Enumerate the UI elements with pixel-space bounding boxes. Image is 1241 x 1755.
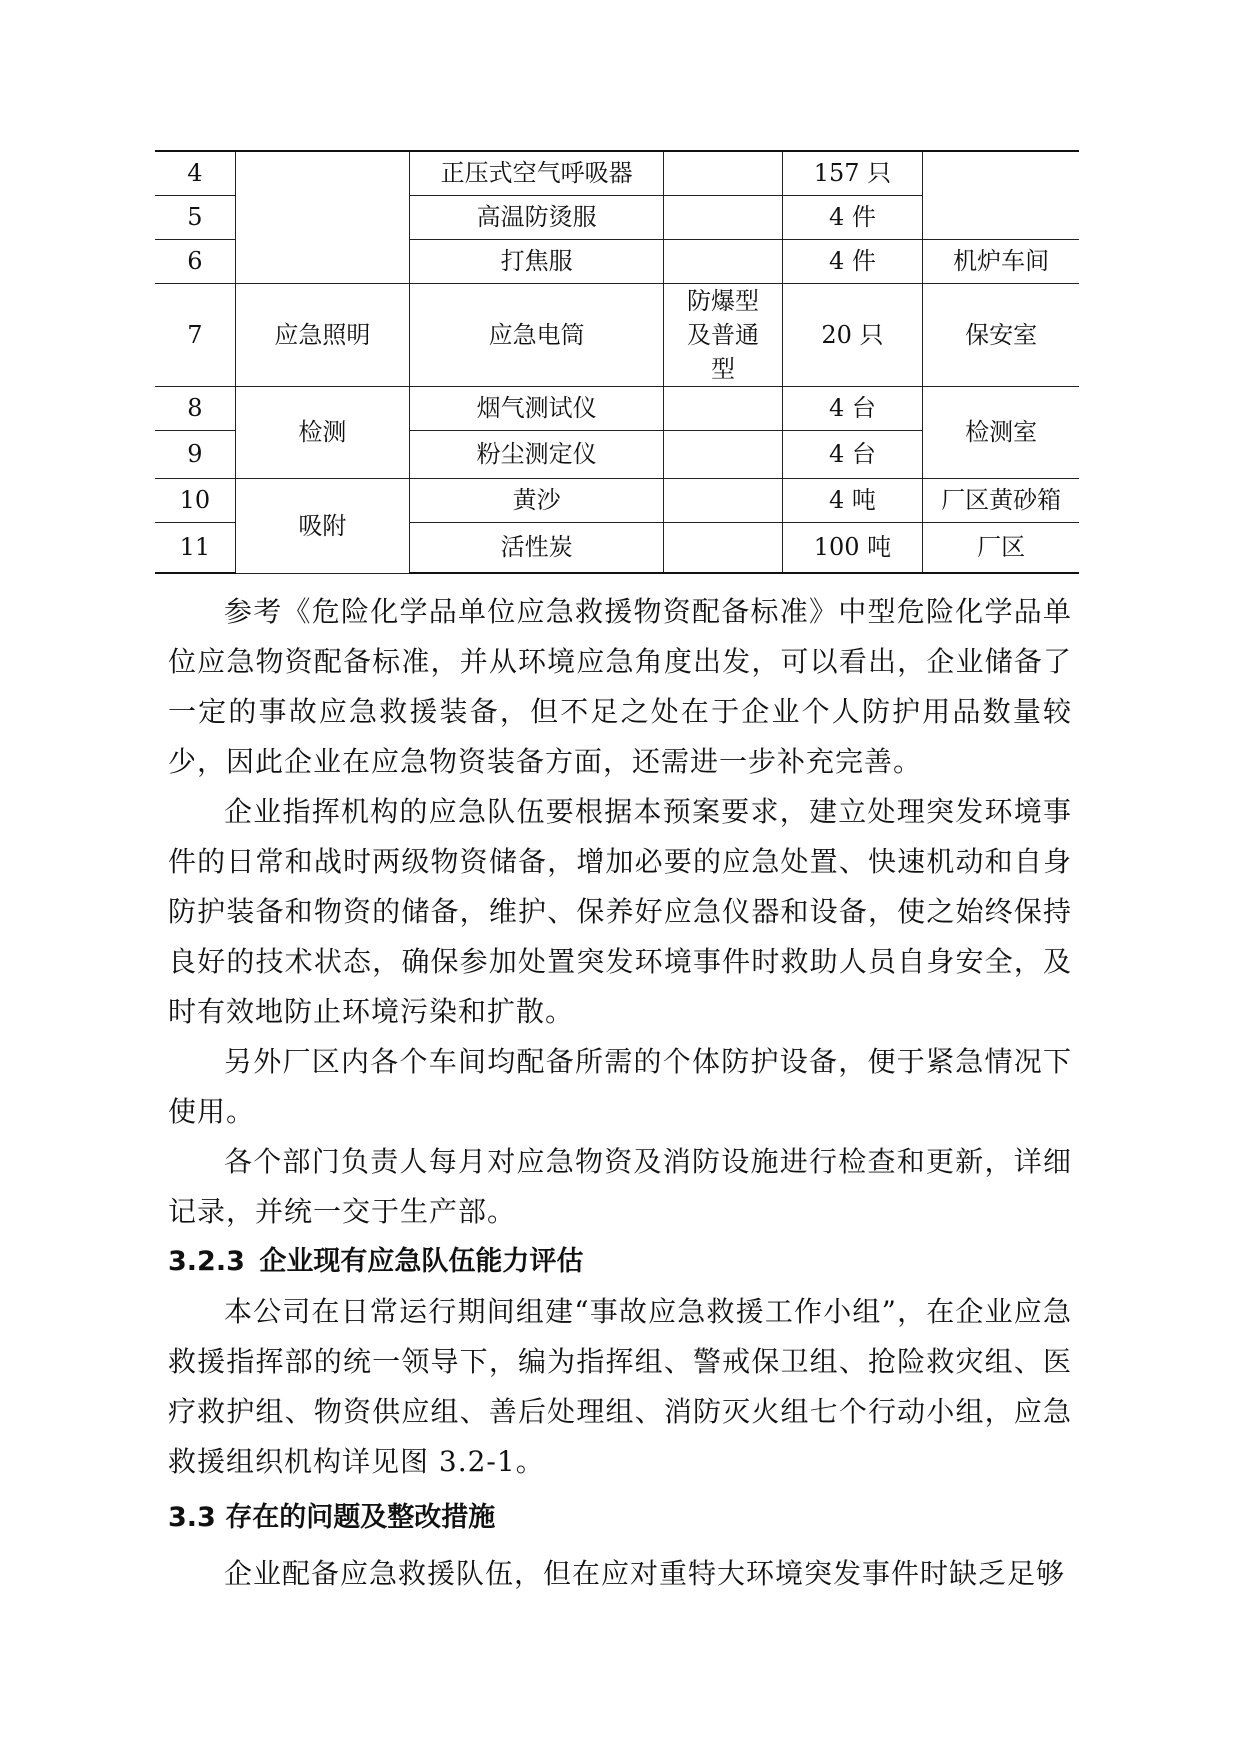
spec-cell bbox=[664, 195, 782, 239]
location-cell: 保安室 bbox=[923, 283, 1079, 386]
paragraph: 企业指挥机构的应急队伍要根据本预案要求，建立处理突发环境事件的日常和战时两级物资储备，增加必要的应急处置、快速机动和自身防护装备和物资的储备，维护、保养好应急仪器和设备，使之始终保持良好的技术状态，确保参加处置突发环境事件时救助人员自身安全，及时有效地防止环境污染和扩散。 bbox=[168, 795, 1072, 1028]
section-number: 3.2.3 bbox=[168, 1246, 245, 1277]
location-cell: 厂区 bbox=[923, 522, 1079, 573]
spec-cell bbox=[664, 522, 782, 573]
item-name: 高温防烫服 bbox=[409, 195, 663, 239]
spec-cell: 防爆型及普通型 bbox=[664, 283, 782, 386]
paragraph: 另外厂区内各个车间均配备所需的个体防护设备，便于紧急情况下使用。 bbox=[168, 1045, 1072, 1128]
row-number: 6 bbox=[155, 239, 235, 283]
spec-cell bbox=[664, 386, 782, 430]
spec-cell bbox=[664, 478, 782, 522]
location-cell-empty bbox=[923, 151, 1079, 239]
row-number: 9 bbox=[155, 430, 235, 478]
row-number: 11 bbox=[155, 522, 235, 573]
item-name: 正压式空气呼吸器 bbox=[409, 151, 663, 195]
row-number: 10 bbox=[155, 478, 235, 522]
quantity-cell: 4 台 bbox=[782, 430, 923, 478]
table-row bbox=[155, 151, 1079, 195]
location-cell: 检测室 bbox=[923, 386, 1079, 478]
item-name: 打焦服 bbox=[409, 239, 663, 283]
emergency-supplies-table bbox=[155, 150, 1079, 574]
quantity-cell: 20 只 bbox=[782, 283, 923, 386]
spec-cell bbox=[664, 239, 782, 283]
spec-cell bbox=[664, 430, 782, 478]
table-row bbox=[155, 386, 1079, 430]
quantity-cell: 4 件 bbox=[782, 239, 923, 283]
item-name: 活性炭 bbox=[409, 522, 663, 573]
section-number: 3.3 bbox=[168, 1502, 216, 1533]
quantity-cell: 4 吨 bbox=[782, 478, 923, 522]
paragraph: 参考《危险化学品单位应急救援物资配备标准》中型危险化学品单位应急物资配备标准，并从环境应急角度出发，可以看出，企业储备了一定的事故应急救援装备，但不足之处在于企业个人防护用品数量较少，因此企业在应急物资装备方面，还需进一步补充完善。 bbox=[168, 595, 1072, 778]
section-heading-3-2-3 bbox=[168, 1237, 1072, 1287]
category-cell: 应急照明 bbox=[235, 283, 409, 386]
row-number: 5 bbox=[155, 195, 235, 239]
section-title: 存在的问题及整改措施 bbox=[225, 1502, 496, 1533]
paragraph: 企业配备应急救援队伍，但在应对重特大环境突发事件时缺乏足够 bbox=[224, 1557, 1066, 1590]
quantity-cell: 157 只 bbox=[782, 151, 923, 195]
quantity-cell: 4 台 bbox=[782, 386, 923, 430]
table-row bbox=[155, 478, 1079, 522]
row-number: 8 bbox=[155, 386, 235, 430]
category-cell: 吸附 bbox=[235, 478, 409, 573]
quantity-cell: 4 件 bbox=[782, 195, 923, 239]
category-cell-empty bbox=[235, 151, 409, 283]
row-number: 7 bbox=[155, 283, 235, 386]
category-cell: 检测 bbox=[235, 386, 409, 478]
quantity-cell: 100 吨 bbox=[782, 522, 923, 573]
spec-cell bbox=[664, 151, 782, 195]
location-cell: 机炉车间 bbox=[923, 239, 1079, 283]
item-name: 黄沙 bbox=[409, 478, 663, 522]
item-name: 应急电筒 bbox=[409, 283, 663, 386]
row-number: 4 bbox=[155, 151, 235, 195]
paragraph: 本公司在日常运行期间组建“事故应急救援工作小组”，在企业应急救援指挥部的统一领导下，编为指挥组、警戒保卫组、抢险救灾组、医疗救护组、物资供应组、善后处理组、消防灭火组七个行动小组，应急救援组织机构详见图 3.2-1。 bbox=[168, 1295, 1072, 1478]
body-text bbox=[168, 587, 1072, 1599]
section-heading-3-3 bbox=[168, 1493, 1072, 1543]
paragraph: 各个部门负责人每月对应急物资及消防设施进行检查和更新，详细记录，并统一交于生产部。 bbox=[168, 1145, 1072, 1228]
item-name: 烟气测试仪 bbox=[409, 386, 663, 430]
table-row bbox=[155, 283, 1079, 386]
location-cell: 厂区黄砂箱 bbox=[923, 478, 1079, 522]
item-name: 粉尘测定仪 bbox=[409, 430, 663, 478]
section-title: 企业现有应急队伍能力评估 bbox=[259, 1246, 584, 1277]
